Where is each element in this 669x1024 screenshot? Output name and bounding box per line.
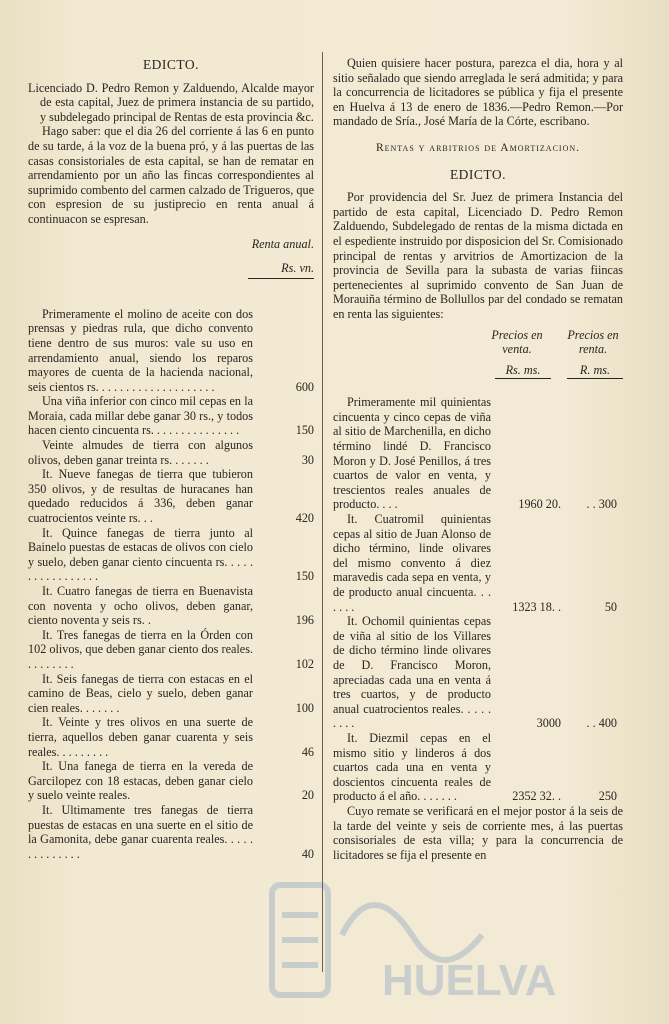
item-value: 100 xyxy=(295,700,314,715)
price-headers xyxy=(333,328,623,357)
list-item xyxy=(333,395,623,512)
price-header-renta: Precios en renta. xyxy=(567,327,619,357)
item-value: 420 xyxy=(295,511,314,526)
right-item-list xyxy=(333,395,623,804)
list-item xyxy=(28,307,314,395)
section-heading: Rentas y arbitrios de Amortizacion. xyxy=(375,141,581,154)
left-body: Hago saber: que el dia 26 del corriente á las 6 en punto de su tarde, á la voz de la buena pró, y á las puertas de las casas consistoriales de esta capital, se han de rematar en arrendamiento por un año las fincas correspondientes al suprimido combento del carmen calzado de Trigueros, que con espresion de su justiprecio en renta anual á continuacon se espresan. xyxy=(28,124,314,226)
library-watermark-logo xyxy=(262,845,562,1015)
item-renta: 250 xyxy=(598,789,617,804)
item-text: It. Nueve fanegas de tierra que tubieron 350 olivos, y de resultas de huracanes han quedado reducidos á 336, deben ganar cuatrocientos veinte rs. . . xyxy=(28,467,253,526)
units-label: Rs. vn. xyxy=(281,261,314,276)
right-edict-title: EDICTO. xyxy=(449,166,507,182)
item-text: Veinte almudes de tierra con algunos olivos, deben ganar treinta rs. . . . . . . xyxy=(28,438,253,467)
left-edict-title: EDICTO. xyxy=(142,57,200,72)
price-units xyxy=(333,363,623,380)
item-text: It. Tres fanegas de tierra en la Órden con 102 olivos, que deben ganar ciento dos reales. . . . . . . . . xyxy=(28,627,253,671)
list-item xyxy=(28,584,314,628)
list-item xyxy=(28,628,314,672)
column-divider xyxy=(322,52,323,972)
item-text: It. Cuatro fanegas de tierra en Buenavista con noventa y ocho olivos, deben ganar, ciento noventa y seis rs. . xyxy=(28,584,253,628)
right-body: Por providencia del Sr. Juez de primera Instancia del partido de esta capital, Licenciado D. Pedro Remon Zalduendo, Subdelegado de rentas de la misma dictada en el espediente instruido por disposicion del Sr. Comisionado principal de rentas y arvitrios de Amortizacion de la provincia de Sevilla para la subasta de varias fiincas pertenecientes al suprimido convento de San Juan de Morauiña término de Bollullos par del condado se rematan en renta las siguientes: xyxy=(333,190,623,321)
price-header-venta: Precios en venta. xyxy=(491,327,543,357)
item-value: 196 xyxy=(295,613,314,628)
left-column xyxy=(28,56,314,861)
item-value: 40 xyxy=(301,846,314,861)
list-item xyxy=(28,467,314,525)
left-item-list xyxy=(28,307,314,862)
list-item xyxy=(28,715,314,759)
item-venta: 2352 32. . xyxy=(512,789,561,804)
list-item xyxy=(28,526,314,584)
units-venta: Rs. ms. xyxy=(495,363,551,380)
item-text: Primeramente mil quinientas cincuenta y cinco cepas de viña al sitio de Marchenilla, en dicho término lindé D. Francisco Moron y D. José Penillos, á tres cuartos de valor en venta, y trescientos reales anuales de producto. . . . xyxy=(333,395,491,512)
units-underline xyxy=(248,278,314,279)
list-item xyxy=(28,759,314,803)
list-item xyxy=(28,672,314,716)
item-value: 102 xyxy=(295,656,314,671)
item-venta: 1323 18. . xyxy=(512,599,561,614)
item-venta: 3000 xyxy=(536,716,561,731)
right-top-paragraph: Quien quisiere hacer postura, parezca el dia, hora y al sitio señalado que siendo arreglada le será admitida; y para la concurrencia de licitadores se pública y fija el presente en Huelva á 13 de enero de 1836.—Pedro Remon.—Por mandado de Sría., José María de la Córte, escribano. xyxy=(333,56,623,129)
right-column xyxy=(333,56,623,862)
item-value: 20 xyxy=(301,788,314,803)
item-renta: . . 400 xyxy=(586,716,617,731)
item-text: It. Cuatromil quinientas cepas al sitio de Juan Alonso de dicho término, linde olivares del mismo convento á diez maravedis cada sepa en venta, y de producto anual cincuenta. . . . . . . xyxy=(333,512,491,614)
item-text: Una viña inferior con cinco mil cepas en la Moraia, cada millar debe ganar 30 rs., y todos hacen ciento cincuenta rs. . . . . . . . . . . . . . . xyxy=(28,394,253,438)
item-text: It. Ochomil quinientas cepas de viña al sitio de los Villares de dicho término linde olivares de D. Francisco Moron, apreciadas cada una en venta á tres cuartos, y de producto anual cuatrocientos reales. . . . . . . . . xyxy=(333,614,491,731)
list-item xyxy=(333,731,623,804)
item-value: 150 xyxy=(295,423,314,438)
left-intro: Licenciado D. Pedro Remon y Zalduendo, Alcalde mayor de esta capital, Juez de primera instancia de su partido, y subdelegado principal de Rentas de esta provincia &c. xyxy=(28,80,314,124)
list-item xyxy=(28,803,314,861)
watermark-text: HUELVA xyxy=(382,956,557,1005)
list-item xyxy=(333,512,623,614)
renta-label: Renta anual. xyxy=(251,236,314,251)
list-item xyxy=(28,438,314,467)
list-item xyxy=(28,394,314,438)
item-text: It. Quince fanegas de tierra junto al Bainelo puestas de estacas de olivos con cielo y suelo, deben ganar ciento cincuenta rs. . . . . . . . . . . . . . . . . xyxy=(28,525,253,584)
item-text: It. Una fanega de tierra en la vereda de Garcilopez con 18 estacas, deben ganar cielo y suelo veinte reales. xyxy=(28,759,253,803)
item-text: It. Diezmil cepas en el mismo sitio y linderos á dos cuartos cada una en venta y doscientos cincuenta reales de producto á el año. . . . . . . xyxy=(333,730,491,804)
item-text: Primeramente el molino de aceite con dos prensas y piedras rula, que dicho convento tiene dentro de sus muros: vale su uso en arrendamiento anual, siendo los reparos mayores de cuenta de la hacienda nacional, seis cientos rs. . . . . . . . . . . . . . . . . . . . xyxy=(28,306,253,394)
item-renta: . . 300 xyxy=(586,497,617,512)
item-text: It. Seis fanegas de tierra con estacas en el camino de Beas, cielo y suelo, deben ganar cien reales. . . . . . . xyxy=(28,671,253,715)
item-value: 150 xyxy=(295,569,314,584)
item-value: 600 xyxy=(295,379,314,394)
item-value: 46 xyxy=(301,744,314,759)
units-renta: R. ms. xyxy=(567,363,623,380)
item-text: It. Veinte y tres olivos en una suerte de tierra, aquellos deben ganar cuarenta y seis reales. . . . . . . . . xyxy=(28,715,253,759)
item-venta: 1960 20. xyxy=(518,497,561,512)
list-item xyxy=(333,614,623,731)
item-value: 30 xyxy=(301,452,314,467)
item-text: It. Ultimamente tres fanegas de tierra puestas de estacas en una suerte en el sitio de la Gamonita, debe ganar cuarenta reales. . . . . . . . . . . . . . xyxy=(28,802,253,861)
item-renta: 50 xyxy=(604,599,617,614)
right-closing: Cuyo remate se verificará en el mejor postor á la seis de la tarde del veinte y seis de corriente mes, á las puertas consisoriales de esta villa; y para la concurrencia de licitadores se fija el presente en xyxy=(333,803,623,862)
